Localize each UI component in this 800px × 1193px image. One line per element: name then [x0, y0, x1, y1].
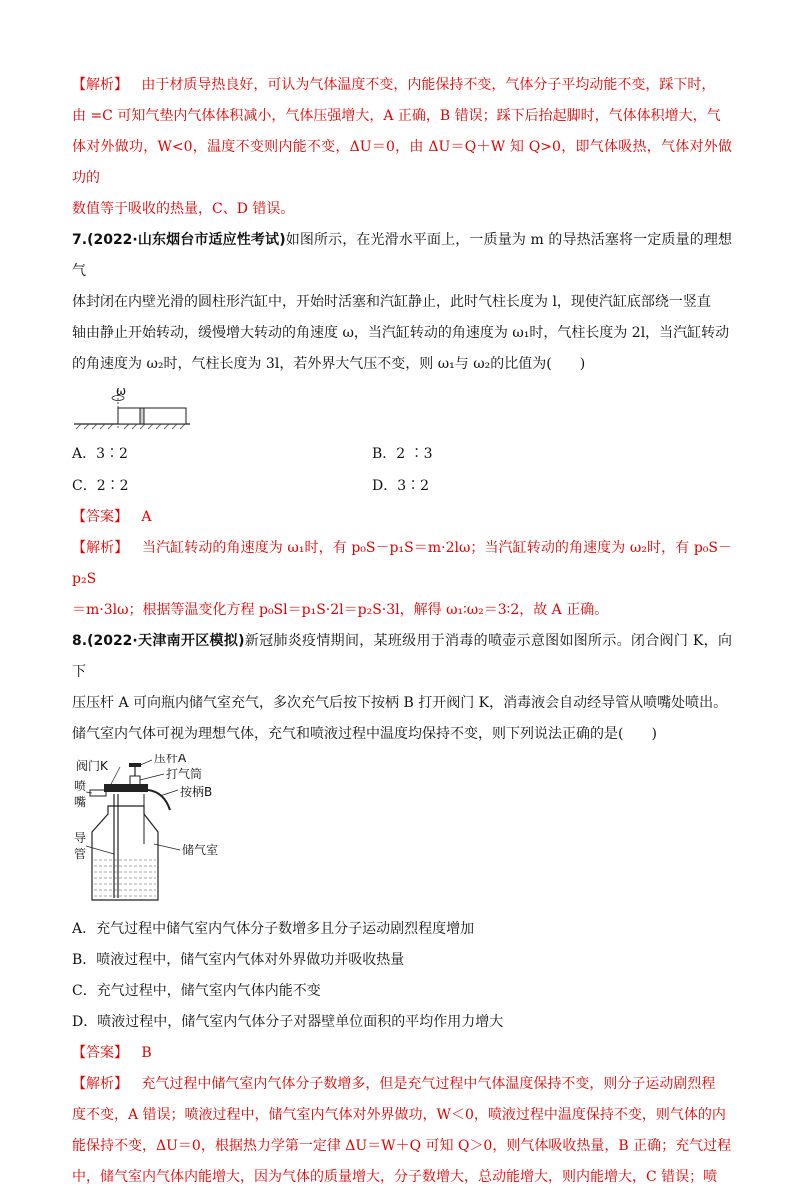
answer-label: 【答案】: [72, 1045, 128, 1061]
option-b[interactable]: B．喷液过程中，储气室内气体对外界做功并吸收热量: [72, 952, 405, 968]
valve-label: 阀门K: [76, 759, 108, 773]
option-a[interactable]: A．3∶2: [72, 446, 128, 462]
option-a[interactable]: A．充气过程中储气室内气体分子数增多且分子运动剧烈程度增加: [72, 921, 475, 937]
option-c[interactable]: C．2∶2: [72, 478, 129, 494]
nozzle-label-2: 嘴: [74, 795, 87, 809]
analysis-7-line-1: [72, 533, 732, 595]
analysis-label: 【解析】: [72, 77, 128, 93]
analysis-8-line-1: [72, 1069, 732, 1100]
page: [72, 70, 732, 1193]
analysis-8-line-2: 度不变，A 错误；喷液过程中，储气室内气体对外界做功，W＜0，喷液过程中温度保持不变，则气体的内: [72, 1107, 726, 1123]
analysis-6-line-2: 由 =C 可知气垫内气体体积减小，气体压强增大，A 正确，B 错误；踩下后抬起脚时，气体体积增大，气: [72, 108, 721, 124]
question-number: 8.: [72, 633, 88, 649]
omega-label: ω: [116, 386, 127, 398]
tube-label-2: 管: [74, 847, 87, 861]
answer-7: [72, 502, 732, 533]
question-7-line-4: 的角速度为 ω₂时，气柱长度为 3l，若外界大气压不变，则 ω₁与 ω₂的比值为( ): [72, 356, 586, 372]
analysis-7-line-2: ＝m·3lω；根据等温变化方程 p₀Sl＝p₁S·2l＝p₂S·3l，解得 ω₁∶ω₂＝3∶2，故 A 正确。: [72, 602, 609, 618]
option-c[interactable]: C．充气过程中，储气室内气体内能不变: [72, 983, 321, 999]
piston: [140, 408, 144, 424]
pump-label: 打气筒: [166, 767, 203, 781]
question-8-line-3: 储气室内气体可视为理想气体，充气和喷液过程中温度均保持不变，则下列说法正确的是( ): [72, 726, 657, 742]
analysis-text: 当汽缸转动的角速度为 ω₁时，有 p₀S－p₁S＝m·2lω；当汽缸转动的角速度为 ω₂时，有 p₀S－p₂S: [72, 540, 732, 587]
option-d[interactable]: D．3∶2: [372, 478, 430, 494]
question-number: 7.: [72, 232, 88, 248]
question-text: 新冠肺炎疫情期间，某班级用于消毒的喷壶示意图如图所示。闭合阀门 K，向下: [72, 633, 732, 680]
question-source: (2022·天津南开区模拟): [87, 633, 245, 649]
analysis-8-line-4: 中，储气室内气体内能增大，因为气体的质量增大，分子数增大，总动能增大，则内能增大，C 错误；喷: [72, 1169, 718, 1185]
rod-label: 压杆A: [154, 754, 187, 765]
cylinder-rotation-figure: [72, 386, 192, 430]
question-7-line-1: [72, 225, 732, 287]
analysis-8-line-3: 能保持不变，ΔU＝0，根据热力学第一定律 ΔU＝W＋Q 可知 Q＞0，则气体吸收热量，B 正确；充气过程: [72, 1138, 732, 1154]
handle-label: 按柄B: [180, 785, 213, 799]
chamber-label: 储气室: [182, 843, 219, 857]
answer-value: A: [141, 509, 152, 525]
question-text: 如图所示，在光滑水平面上，一质量为 m 的导热活塞将一定质量的理想气: [72, 232, 732, 279]
question-7-line-2: 体封闭在内壁光滑的圆柱形汽缸中，开始时活塞和汽缸静止，此时气柱长度为 l，现使汽缸底部绕一竖直: [72, 294, 711, 310]
answer-8: [72, 1038, 732, 1069]
analysis-label: 【解析】: [72, 1076, 128, 1092]
tube-label-1: 导: [74, 831, 87, 845]
analysis-6-line-3: 体对外做功，W<0，温度不变则内能不变，ΔU＝0，由 ΔU＝Q＋W 知 Q>0，即气体吸热，气体对外做功的: [72, 139, 732, 186]
sprayer-figure: [74, 754, 264, 904]
question-8-line-2: 压压杆 A 可向瓶内储气室充气，多次充气后按下按柄 B 打开阀门 K，消毒液会自动经导管从喷嘴处喷出。: [72, 695, 728, 711]
question-source: (2022·山东烟台市适应性考试): [87, 232, 286, 248]
answer-label: 【答案】: [72, 509, 128, 525]
answer-value: B: [141, 1045, 152, 1061]
analysis-6-line-4: 数值等于吸收的热量，C、D 错误。: [72, 201, 295, 217]
analysis-text: 由于材质导热良好，可认为气体温度不变，内能保持不变，气体分子平均动能不变，踩下时，: [141, 77, 716, 93]
question-7-options: [72, 438, 732, 502]
question-7-line-3: 轴由静止开始转动，缓慢增大转动的角速度 ω，当汽缸转动的角速度为 ω₁时，气柱长度为 2l，当汽缸转动: [72, 325, 730, 341]
analysis-text: 充气过程中储气室内气体分子数增多，但是充气过程中气体温度保持不变，则分子运动剧烈程: [141, 1076, 716, 1092]
question-8-line-1: [72, 626, 732, 688]
analysis-label: 【解析】: [72, 540, 129, 556]
option-b[interactable]: B．2 ∶3: [372, 446, 433, 462]
option-d[interactable]: D．喷液过程中，储气室内气体分子对器壁单位面积的平均作用力增大: [72, 1014, 504, 1030]
analysis-6-line-1: [72, 70, 732, 101]
nozzle-label-1: 喷: [74, 779, 87, 793]
